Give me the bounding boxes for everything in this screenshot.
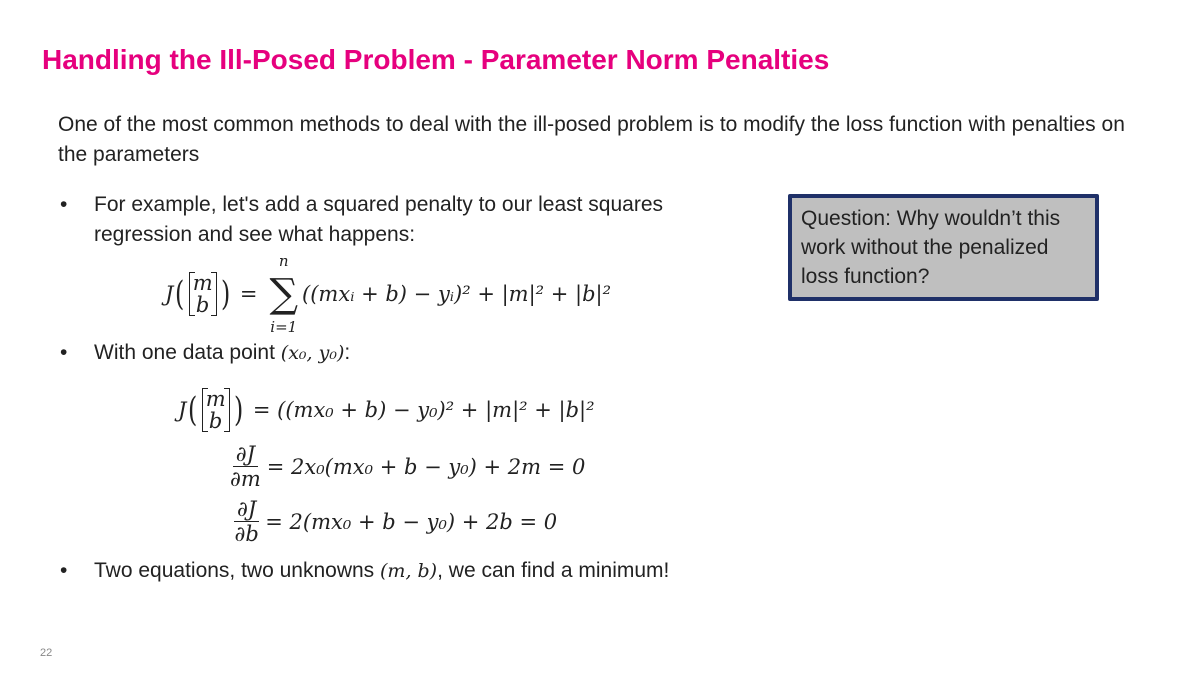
mat-bot: b bbox=[195, 293, 210, 317]
numerator: ∂J bbox=[234, 497, 259, 522]
equation-loss-sum: J ( m b ) = n ∑ i=1 ((mxᵢ + b) − yᵢ)² + |m|² + |b|² bbox=[165, 252, 612, 336]
bullet-icon: • bbox=[60, 559, 68, 582]
equation-loss-single: J ( m b ) = ((mx₀ + b) − y₀)² + |m|² + |b|² bbox=[178, 387, 595, 433]
bullet-math: (m, b) bbox=[380, 560, 438, 582]
sum-upper: n bbox=[278, 252, 289, 270]
eq-rhs: = 2(mx₀ + b − y₀) + 2b = 0 bbox=[265, 509, 558, 534]
mat-bot: b bbox=[208, 409, 223, 433]
mat-top: m bbox=[205, 387, 226, 411]
eq-rhs: ((mxᵢ + b) − yᵢ)² + |m|² + |b|² bbox=[302, 282, 612, 306]
slide-title: Handling the Ill-Posed Problem - Parameter Norm Penalties bbox=[42, 44, 830, 75]
equals: = bbox=[239, 282, 258, 306]
bullet-text bbox=[94, 556, 669, 586]
bullet-label: With one data point bbox=[94, 341, 281, 364]
fraction bbox=[234, 497, 259, 546]
eq-rhs: = ((mx₀ + b) − y₀)² + |m|² + |b|² bbox=[252, 398, 595, 422]
equation-partial-m bbox=[230, 442, 585, 491]
question-text: : Why wouldn’t this work without the penalized loss function? bbox=[801, 207, 1061, 288]
bullet-math: (x₀, y₀) bbox=[280, 342, 345, 364]
bullet-icon: • bbox=[60, 193, 68, 216]
fraction bbox=[230, 442, 261, 491]
eq-fn: J bbox=[165, 282, 174, 306]
equation-partial-b bbox=[234, 497, 557, 546]
question-callout bbox=[788, 194, 1099, 301]
bullet-icon: • bbox=[60, 341, 68, 364]
numerator: ∂J bbox=[233, 442, 258, 467]
sigma-symbol: ∑ bbox=[269, 271, 299, 317]
page-number: 22 bbox=[40, 647, 53, 659]
bullet-label: Two equations, two unknowns bbox=[94, 559, 381, 582]
bullet-text bbox=[94, 338, 350, 368]
bullet-suffix: : bbox=[344, 341, 351, 364]
intro-text: One of the most common methods to deal with the ill-posed problem is to modify the loss function with penalties on the parameters bbox=[58, 113, 1125, 166]
eq-rhs: = 2x₀(mx₀ + b − y₀) + 2m = 0 bbox=[266, 454, 586, 479]
question-label: Question bbox=[801, 207, 886, 230]
denominator: ∂b bbox=[234, 522, 259, 546]
denominator: ∂m bbox=[230, 467, 261, 491]
summation bbox=[269, 252, 298, 336]
mat-top: m bbox=[192, 271, 213, 295]
bullet-text-line1: For example, let's add a squared penalty to our least squares bbox=[94, 193, 663, 216]
param-vector bbox=[189, 272, 217, 316]
bullet-suffix: , we can find a minimum! bbox=[437, 559, 670, 582]
bullet-text-line2: regression and see what happens: bbox=[94, 223, 416, 246]
sum-lower: i=1 bbox=[270, 318, 298, 336]
eq-fn: J bbox=[178, 398, 187, 422]
param-vector bbox=[202, 388, 230, 432]
